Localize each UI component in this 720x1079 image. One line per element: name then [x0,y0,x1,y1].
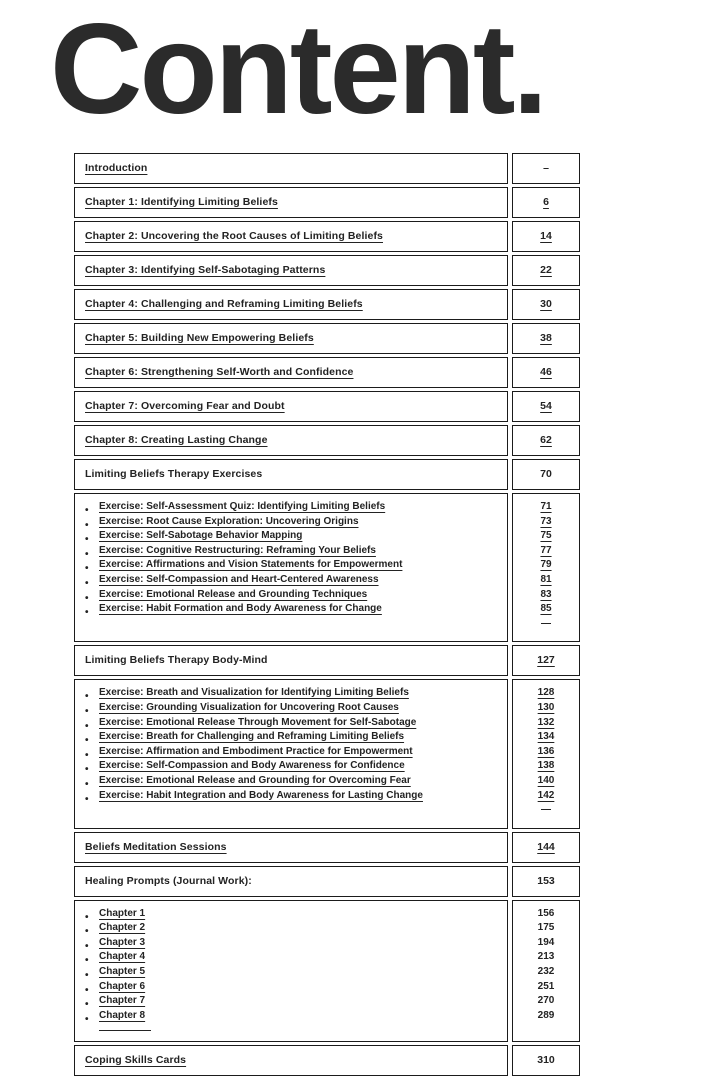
pages-stack [517,907,575,1024]
toc-entry-label[interactable]: Chapter 1: Identifying Limiting Beliefs [85,196,278,208]
list-item [83,544,497,559]
toc-page-number[interactable]: 62 [540,434,552,446]
toc-sublist [83,686,497,803]
toc-sublist-link[interactable]: Exercise: Affirmation and Embodiment Practice for Empowerment [99,745,413,757]
toc-sublist-link[interactable]: Exercise: Self-Compassion and Heart-Centered Awareness [99,573,379,585]
table-row [74,832,580,863]
toc-sublist-page-number[interactable]: 79 [540,559,552,571]
toc-entry-label[interactable]: Chapter 7: Overcoming Fear and Doubt [85,400,285,412]
toc-entry-cell [74,255,508,286]
list-item [83,529,497,544]
list-item [83,515,497,530]
toc-page-cell [512,357,580,388]
toc-sublist-page-number[interactable]: 130 [537,701,555,713]
toc-sublist-page-number: 194 [537,936,555,948]
list-item [83,730,497,745]
table-row [74,153,580,184]
list-item [83,759,497,774]
toc-page-number[interactable]: 46 [540,366,552,378]
table-row [74,1045,580,1076]
toc-sublist-page-number[interactable]: 142 [537,789,555,801]
toc-entry-label[interactable]: Chapter 2: Uncovering the Root Causes of Limiting Beliefs [85,230,383,242]
toc-sublist-link[interactable]: Exercise: Habit Integration and Body Awareness for Lasting Change [99,789,423,801]
table-row [74,221,580,252]
list-item [83,558,497,573]
toc-table [70,150,584,1079]
trailing-dash-mark: — [541,804,551,816]
toc-sublist-page-number[interactable]: 136 [537,745,555,757]
toc-entry-label[interactable]: Chapter 4: Challenging and Reframing Limiting Beliefs [85,298,363,310]
toc-sublist-link[interactable]: Exercise: Cognitive Restructuring: Reframing Your Beliefs [99,544,376,556]
list-item [83,588,497,603]
toc-sublist-page-number[interactable]: 83 [540,588,552,600]
toc-sublist [83,500,497,617]
toc-entry-cell [74,391,508,422]
toc-sublist-page-number[interactable]: 71 [540,501,552,512]
trailing-underline-mark [99,1023,151,1031]
toc-page-cell [512,153,580,184]
toc-sublist-page-number: 289 [537,1009,555,1021]
table-row [74,679,580,828]
list-item [83,936,497,951]
trailing-dash-mark: — [541,617,551,629]
toc-sublist-link[interactable]: Exercise: Self-Compassion and Body Awareness for Confidence [99,760,405,772]
toc-page-number[interactable]: 144 [537,840,555,853]
toc-entry-label[interactable]: Coping Skills Cards [85,1054,187,1067]
toc-entry-cell [74,459,508,490]
pages-stack [517,686,575,817]
toc-sublist-link[interactable]: Chapter 4 [99,951,146,963]
toc-sublist-page-number[interactable]: 77 [540,544,552,556]
toc-sublist-link[interactable]: Chapter 8 [99,1009,146,1021]
toc-entry-label[interactable]: Chapter 5: Building New Empowering Beliefs [85,332,314,344]
toc-page-number[interactable]: 14 [540,230,552,242]
toc-sublist-link[interactable]: Exercise: Habit Formation and Body Awareness for Change [99,603,382,615]
toc-sublist-link[interactable]: Exercise: Affirmations and Vision Statements for Empowerment [99,559,403,571]
toc-sublist-link[interactable]: Chapter 2 [99,922,146,934]
toc-page-number[interactable]: 22 [540,264,552,276]
toc-sublist-page-number: 270 [537,995,555,1007]
toc-sublist-cell [74,900,508,1043]
toc-entry-label[interactable]: Introduction [85,162,148,174]
toc-sublist-page-number[interactable]: 75 [540,530,552,542]
toc-table-body [74,153,580,1076]
toc-entry-cell [74,425,508,456]
toc-page-number: 153 [537,874,555,887]
toc-page-number[interactable]: 30 [540,298,552,310]
toc-sublist-link[interactable]: Exercise: Root Cause Exploration: Uncovering Origins [99,515,359,527]
toc-entry-cell [74,357,508,388]
toc-entry-label: Limiting Beliefs Therapy Body-Mind [85,654,268,667]
toc-page-cell [512,323,580,354]
toc-sublist-page-number[interactable]: 140 [537,774,555,786]
toc-sublist-pages-cell [512,493,580,642]
table-row [74,645,580,676]
toc-entry-cell [74,645,508,676]
toc-sublist-page-number[interactable]: 128 [537,687,555,699]
toc-sublist-link[interactable]: Chapter 3 [99,936,146,948]
toc-page-cell [512,391,580,422]
list-item [83,789,497,804]
toc-entry-cell [74,832,508,863]
toc-sublist-link[interactable]: Exercise: Grounding Visualization for Uncovering Root Causes [99,701,399,713]
toc-page-cell [512,187,580,218]
list-item [83,921,497,936]
list-item [83,745,497,760]
list-item [83,1009,497,1024]
table-row [74,459,580,490]
toc-entry-label[interactable]: Beliefs Meditation Sessions [85,840,227,853]
toc-page-cell [512,459,580,490]
toc-page-cell [512,1045,580,1076]
toc-sublist-link[interactable]: Exercise: Emotional Release and Grounding Techniques [99,588,368,600]
list-item [83,980,497,995]
toc-entry-cell [74,187,508,218]
toc-sublist-page-number: 156 [537,907,555,919]
toc-entry-cell [74,866,508,897]
toc-sublist-page-number[interactable]: 73 [540,515,552,527]
list-item [83,602,497,617]
toc-page-number: – [543,162,549,174]
table-row [74,900,580,1043]
toc-sublist-link[interactable]: Exercise: Self-Assessment Quiz: Identifying Limiting Beliefs [99,501,386,512]
toc-page-number[interactable]: 127 [537,654,555,667]
toc-page-cell [512,832,580,863]
list-item [83,701,497,716]
list-item [83,774,497,789]
toc-sublist-page-number[interactable]: 81 [540,573,552,585]
toc-page-number[interactable]: 6 [543,196,549,208]
table-row [74,255,580,286]
toc-sublist-link[interactable]: Chapter 5 [99,966,146,978]
table-row [74,425,580,456]
toc-sublist-page-number: 175 [537,922,555,934]
toc-sublist-link[interactable]: Chapter 1 [99,907,146,919]
table-row [74,187,580,218]
toc-sublist-link[interactable]: Exercise: Breath for Challenging and Reframing Limiting Beliefs [99,731,405,743]
toc-entry-cell [74,323,508,354]
toc-sublist-cell [74,679,508,828]
toc-sublist-link[interactable]: Exercise: Emotional Release and Grounding for Overcoming Fear [99,774,411,786]
toc-entry-cell [74,221,508,252]
toc-entry-cell [74,1045,508,1076]
toc-sublist-page-number[interactable]: 138 [537,760,555,772]
toc-entry-label: Limiting Beliefs Therapy Exercises [85,468,263,480]
page-title: Content. [50,0,545,141]
table-row [74,866,580,897]
toc-page-cell [512,645,580,676]
toc-sublist-page-number[interactable]: 134 [537,731,555,743]
toc-sublist-page-number: 232 [537,966,555,978]
toc-page-number: 310 [537,1054,555,1067]
toc-entry-label[interactable]: Chapter 6: Strengthening Self-Worth and Confidence [85,366,354,378]
list-item [83,965,497,980]
list-item [83,994,497,1009]
list-item [83,500,497,515]
list-item [83,573,497,588]
toc-sublist-page-number: 213 [537,951,555,963]
toc-sublist-pages-cell [512,679,580,828]
toc-page-cell [512,866,580,897]
table-row [74,391,580,422]
toc-page-cell [512,289,580,320]
toc-sublist-pages-cell [512,900,580,1043]
toc-page-cell [512,425,580,456]
pages-stack [517,500,575,631]
toc-entry-label[interactable]: Chapter 8: Creating Lasting Change [85,434,268,446]
toc-entry-label: Healing Prompts (Journal Work): [85,874,252,887]
toc-sublist-link[interactable]: Chapter 6 [99,980,146,992]
table-row [74,493,580,642]
toc-sublist-link[interactable]: Exercise: Self-Sabotage Behavior Mapping [99,530,303,542]
list-item [83,907,497,922]
list-item [83,716,497,731]
toc-sublist-page-number: 251 [537,980,555,992]
toc-sublist-cell [74,493,508,642]
toc-page-cell [512,255,580,286]
toc-sublist-page-number[interactable]: 132 [537,716,555,728]
toc-page-number[interactable]: 38 [540,332,552,344]
toc-page-number: 70 [540,468,552,480]
table-row [74,357,580,388]
toc-sublist-link[interactable]: Chapter 7 [99,995,146,1007]
toc-entry-cell [74,153,508,184]
table-row [74,323,580,354]
list-item [83,686,497,701]
toc-sublist [83,907,497,1024]
toc-sublist-page-number[interactable]: 85 [540,603,552,615]
table-row [74,289,580,320]
list-item [83,950,497,965]
toc-sublist-link[interactable]: Exercise: Breath and Visualization for Identifying Limiting Beliefs [99,687,409,699]
toc-page-number[interactable]: 54 [540,400,552,412]
toc-page-cell [512,221,580,252]
toc-entry-label[interactable]: Chapter 3: Identifying Self-Sabotaging Patterns [85,264,326,276]
toc-sublist-link[interactable]: Exercise: Emotional Release Through Movement for Self-Sabotage [99,716,417,728]
toc-entry-cell [74,289,508,320]
